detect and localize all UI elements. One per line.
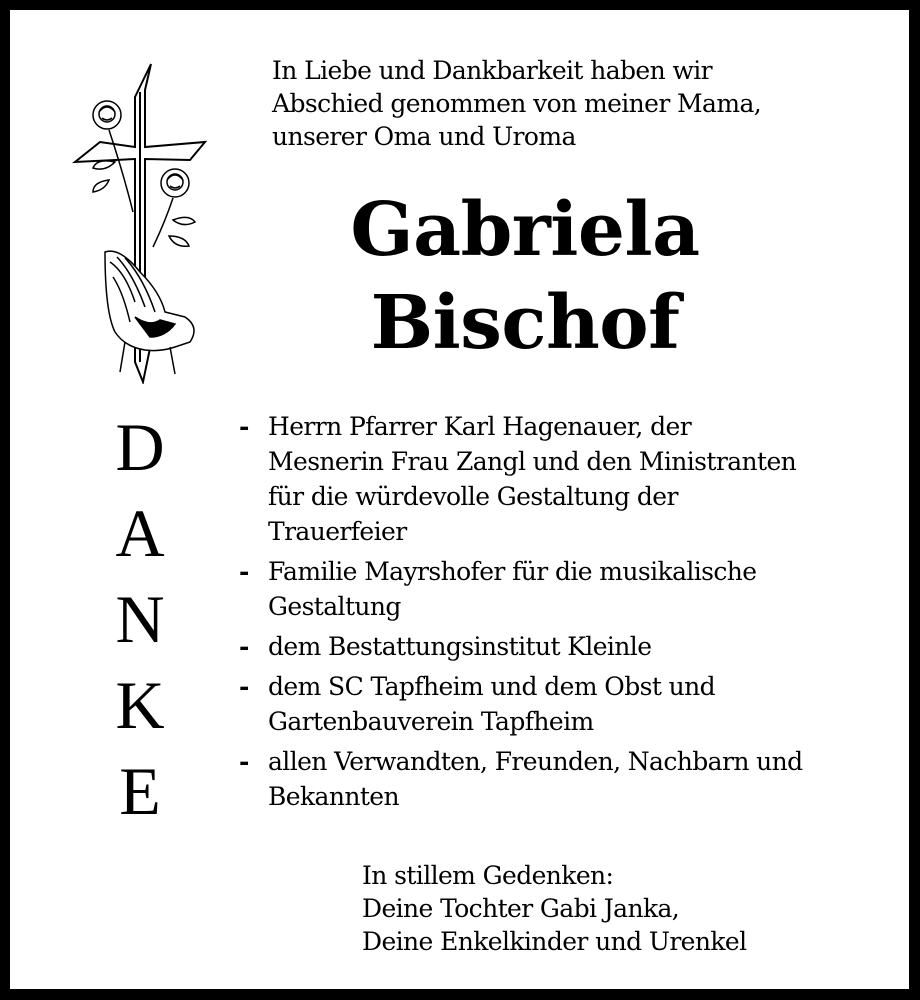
danke-letter: N [115, 581, 165, 657]
thanks-line: Bekannten [268, 782, 399, 811]
bullet-dash: - [239, 632, 249, 661]
thanks-line: Mesnerin Frau Zangl und den Ministranten [268, 447, 797, 476]
thanks-line: für die würdevolle Gestaltung der [268, 482, 678, 511]
thanks-list [239, 409, 879, 819]
intro-text [272, 54, 892, 153]
thanks-line: allen Verwandten, Freunden, Nachbarn und [268, 747, 803, 776]
signature-line: Deine Tochter Gabi Janka, [362, 894, 680, 923]
cross-with-roses-and-praying-hands-icon [65, 62, 215, 384]
intro-line: Abschied genommen von meiner Mama, [272, 89, 762, 118]
bullet-dash: - [239, 412, 249, 441]
thanks-line: Gartenbauverein Tapfheim [268, 707, 594, 736]
signature-line: Deine Enkelkinder und Urenkel [362, 927, 747, 956]
signature-line: In stillem Gedenken: [362, 861, 614, 890]
danke-vertical-heading [100, 404, 180, 834]
bullet-dash: - [239, 557, 249, 586]
thanks-item [239, 629, 879, 664]
thanks-line: dem Bestattungsinstitut Kleinle [268, 632, 652, 661]
thanks-line: Gestaltung [268, 592, 401, 621]
intro-line: In Liebe und Dankbarkeit haben wir [272, 56, 713, 85]
thanks-line: Herrn Pfarrer Karl Hagenauer, der [268, 412, 692, 441]
thanks-item [239, 744, 879, 814]
bullet-dash: - [239, 672, 249, 701]
last-name: Bischof [370, 280, 680, 366]
thanks-line: Trauerfeier [268, 517, 407, 546]
danke-letter: K [115, 667, 165, 743]
danke-letter: E [119, 753, 161, 829]
bullet-dash: - [239, 747, 249, 776]
intro-line: unserer Oma und Uroma [272, 122, 576, 151]
thanks-item [239, 409, 879, 549]
thanks-line: Familie Mayrshofer für die musikalische [268, 557, 757, 586]
first-name: Gabriela [350, 187, 700, 273]
thanks-line: dem SC Tapfheim und dem Obst und [268, 672, 716, 701]
deceased-name [250, 184, 800, 370]
thanks-item [239, 554, 879, 624]
danke-letter: A [115, 495, 165, 571]
thanks-item [239, 669, 879, 739]
signature-block [362, 859, 882, 958]
danke-letter: D [115, 409, 165, 485]
